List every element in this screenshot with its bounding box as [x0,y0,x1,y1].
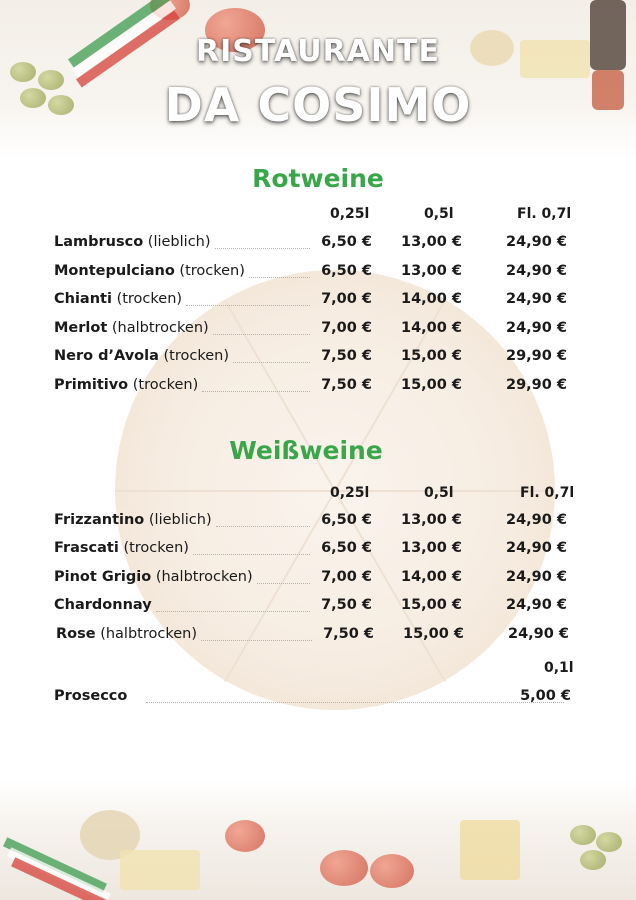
wine-style-note: (trocken) [116,291,183,308]
restaurant-name-line2: DA COSIMO [164,78,472,132]
wine-style-note: (lieblich) [147,234,211,250]
dotted-leader [233,362,310,363]
price-bottle-07: 29,90 € [505,377,567,393]
column-header-05: 0,5l [424,206,454,222]
item-name [54,320,209,336]
dotted-leader [215,248,310,249]
tomato-decoration [370,854,414,888]
wine-name: Merlot [54,319,108,336]
price-glass-025: 6,50 € [321,234,372,250]
item-name [54,512,212,528]
wine-name: Pinot Grigio [54,568,152,585]
restaurant-name-line1: RISTAURANTE [195,34,441,69]
price-carafe-05: 15,00 € [400,348,462,365]
wine-row [54,597,584,619]
column-header-01: 0,1l [544,660,574,676]
item-name [54,377,198,393]
price-carafe-05: 14,00 € [400,568,462,585]
olive-decoration [570,825,596,845]
price-glass-025: 6,50 € [321,512,372,528]
price-carafe-05: 13,00 € [400,234,462,250]
price-bottle-07: 29,90 € [505,348,567,365]
olive-decoration [580,850,606,870]
item-name [54,569,253,585]
dotted-leader [193,554,310,555]
item-name [54,540,189,556]
footer-food-illustration [0,780,636,900]
price-bottle-07: 24,90 € [505,568,567,585]
dotted-leader [186,305,310,306]
item-name [54,291,182,307]
wine-style-note: (trocken) [132,377,199,393]
dotted-leader [202,391,310,392]
wine-row [54,540,584,562]
price-glass-025: 7,50 € [321,348,372,365]
price-bottle-07: 24,90 € [505,262,567,279]
wine-name: Primitivo [54,377,129,393]
prosecco-row [54,688,584,710]
price-bottle-07: 24,90 € [505,234,567,250]
price-carafe-05: 13,00 € [400,262,462,279]
price-carafe-05: 14,00 € [400,291,462,308]
price-carafe-05: 15,00 € [400,597,462,614]
price-glass-025: 7,50 € [321,377,372,393]
price-carafe-05: 13,00 € [400,512,462,528]
wine-name: Nero d’Avola [54,348,159,365]
price-glass-025: 7,50 € [321,597,372,614]
item-name [54,597,152,613]
wine-style-note: (trocken) [179,262,245,279]
wine-name: Frizzantino [54,512,145,528]
section-title-white-wines: Weißweine [229,436,383,465]
price-glass-025: 6,50 € [321,262,372,279]
olive-decoration [596,832,622,852]
price-bottle-07: 24,90 € [505,540,567,557]
price-bottle-07: 24,90 € [505,597,567,614]
wine-name: Rose [56,625,96,642]
column-header-bottle: Fl. 0,7l [517,206,572,222]
wine-style-note: (halbtrocken) [100,625,197,642]
wine-name: Frascati [54,540,119,557]
price-glass-025: 7,00 € [321,568,372,585]
price-carafe-05: 13,00 € [400,540,462,557]
wine-row [54,291,584,313]
cheese-decoration [120,850,200,890]
price-bottle-07: 24,90 € [505,291,567,308]
price-glass-025: 7,50 € [323,625,374,642]
prosecco-name: Prosecco [54,688,128,704]
price-carafe-05: 15,00 € [400,377,462,393]
wine-row [54,320,584,342]
section-title-red-wines: Rotweine [252,164,384,193]
price-glass-025: 6,50 € [321,540,372,557]
item-name [54,688,127,704]
wine-style-note: (lieblich) [148,512,212,528]
item-name [54,348,229,364]
wine-style-note: (halbtrocken) [111,319,209,336]
price-glass-025: 7,00 € [321,291,372,308]
price-carafe-05: 15,00 € [402,625,464,642]
wine-name: Montepulciano [54,262,175,279]
dotted-leader [216,526,310,527]
tomato-decoration [225,820,265,852]
column-header-025: 0,25l [330,206,370,222]
wine-style-note: (trocken) [163,348,229,365]
wine-name: Lambrusco [54,234,144,250]
price-carafe-05: 14,00 € [400,319,462,336]
wine-row [54,234,584,256]
column-header-05: 0,5l [424,485,454,501]
wine-row [54,512,584,534]
wine-row [54,348,584,370]
price-bottle-07: 24,90 € [505,512,567,528]
wine-row [54,263,584,285]
price-bottle-07: 24,90 € [505,319,567,336]
wine-name: Chianti [54,291,112,308]
tomato-decoration [320,850,368,886]
column-header-025: 0,25l [330,485,370,501]
wine-style-note: (trocken) [123,540,189,557]
wine-row [56,626,586,648]
item-name [54,234,211,250]
dotted-leader [213,334,310,335]
wine-style-note: (halbtrocken) [155,568,253,585]
column-header-bottle: Fl. 0,7l [520,485,575,501]
wine-row [54,569,584,591]
dotted-leader [249,277,310,278]
price-glass-01: 5,00 € [520,688,571,704]
price-bottle-07: 24,90 € [507,625,569,642]
item-name [56,626,197,642]
wine-row [54,377,584,399]
item-name [54,263,245,279]
pizza-slice-line [115,490,335,492]
price-glass-025: 7,00 € [321,319,372,336]
dotted-leader [156,611,310,612]
dotted-leader [201,640,312,641]
pasta-decoration [460,820,520,880]
wine-name: Chardonnay [54,597,152,614]
